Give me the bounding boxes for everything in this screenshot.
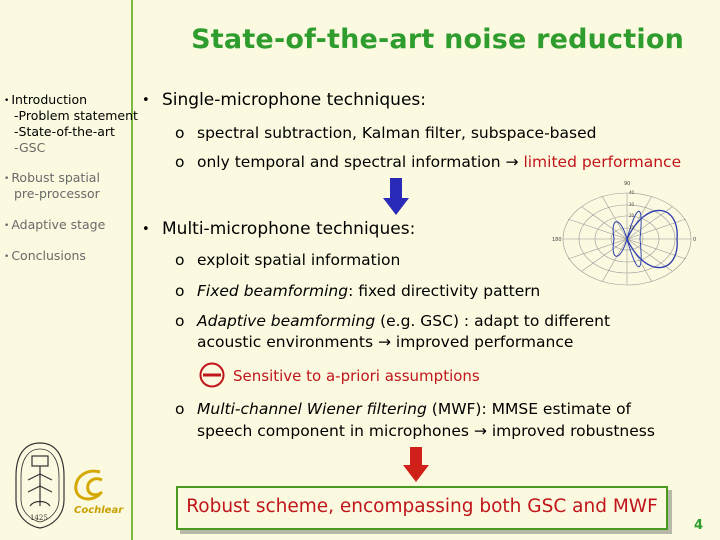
polar-label-left: 180 bbox=[552, 237, 562, 243]
sidebar-item-preprocessor[interactable]: pre-processor bbox=[14, 186, 100, 201]
sensitivity-note: Sensitive to a-priori assumptions bbox=[233, 367, 480, 385]
conclusion-box bbox=[176, 486, 668, 530]
sidebar-subitem-gsc[interactable]: -GSC bbox=[14, 140, 46, 155]
multi-mic-item-1: o exploit spatial information bbox=[175, 251, 401, 269]
single-mic-item-2: o only temporal and spectral information → limited performance bbox=[175, 153, 682, 171]
polar-ring-3: 30 bbox=[629, 202, 635, 207]
down-arrow-red-icon bbox=[403, 447, 429, 483]
single-mic-item-1: o spectral subtraction, Kalman filter, subspace-based bbox=[175, 124, 597, 142]
sidebar-item-robust-spatial[interactable]: • Robust spatial bbox=[4, 170, 100, 185]
multi-mic-item-3: o Adaptive beamforming (e.g. GSC) : adapt to different bbox=[175, 312, 611, 330]
polar-ring-4: 40 bbox=[629, 190, 635, 195]
polar-ring-2: 20 bbox=[629, 213, 635, 218]
multi-mic-item-2: o Fixed beamforming: fixed directivity pattern bbox=[175, 282, 541, 300]
sidebar-subitem-problem-statement[interactable]: -Problem statement bbox=[14, 108, 138, 123]
sidebar-subitem-state-of-the-art[interactable]: -State-of-the-art bbox=[14, 124, 115, 139]
cochlear-logo-icon bbox=[70, 466, 110, 504]
implies-arrow: → bbox=[505, 153, 519, 171]
polar-ring-1: 10 bbox=[629, 225, 635, 230]
minus-circle-icon bbox=[199, 362, 225, 388]
sidebar-item-adaptive-stage[interactable]: • Adaptive stage bbox=[4, 217, 106, 232]
polar-label-top: 90 bbox=[624, 181, 631, 187]
down-arrow-blue-icon bbox=[383, 178, 409, 216]
sidebar-item-conclusions[interactable]: • Conclusions bbox=[4, 248, 86, 263]
multi-mic-item-4-continuation: speech component in microphones → improved robustness bbox=[197, 422, 655, 440]
single-mic-heading: • Single-microphone techniques: bbox=[142, 90, 426, 110]
university-seal-logo bbox=[12, 440, 68, 530]
cochlear-logo-text: Cochlear bbox=[74, 505, 124, 516]
implies-arrow: → bbox=[473, 422, 487, 440]
sidebar-item-introduction[interactable]: • Introduction bbox=[4, 92, 88, 107]
conclusion-text: Robust scheme, encompassing both GSC and MWF bbox=[186, 496, 658, 517]
seal-year: 1425 bbox=[30, 514, 48, 522]
polar-label-right: 0 bbox=[693, 237, 697, 243]
implies-arrow: → bbox=[377, 333, 391, 351]
page-number: 4 bbox=[694, 518, 704, 533]
sidebar-divider bbox=[131, 0, 133, 540]
polar-directivity-plot-icon bbox=[552, 177, 702, 287]
slide-title: State-of-the-art noise reduction bbox=[191, 24, 684, 55]
multi-mic-heading: • Multi-microphone techniques: bbox=[142, 219, 416, 239]
multi-mic-item-4: o Multi-channel Wiener filtering (MWF): MMSE estimate of bbox=[175, 400, 632, 418]
multi-mic-item-3-continuation: acoustic environments → improved performance bbox=[197, 333, 574, 351]
